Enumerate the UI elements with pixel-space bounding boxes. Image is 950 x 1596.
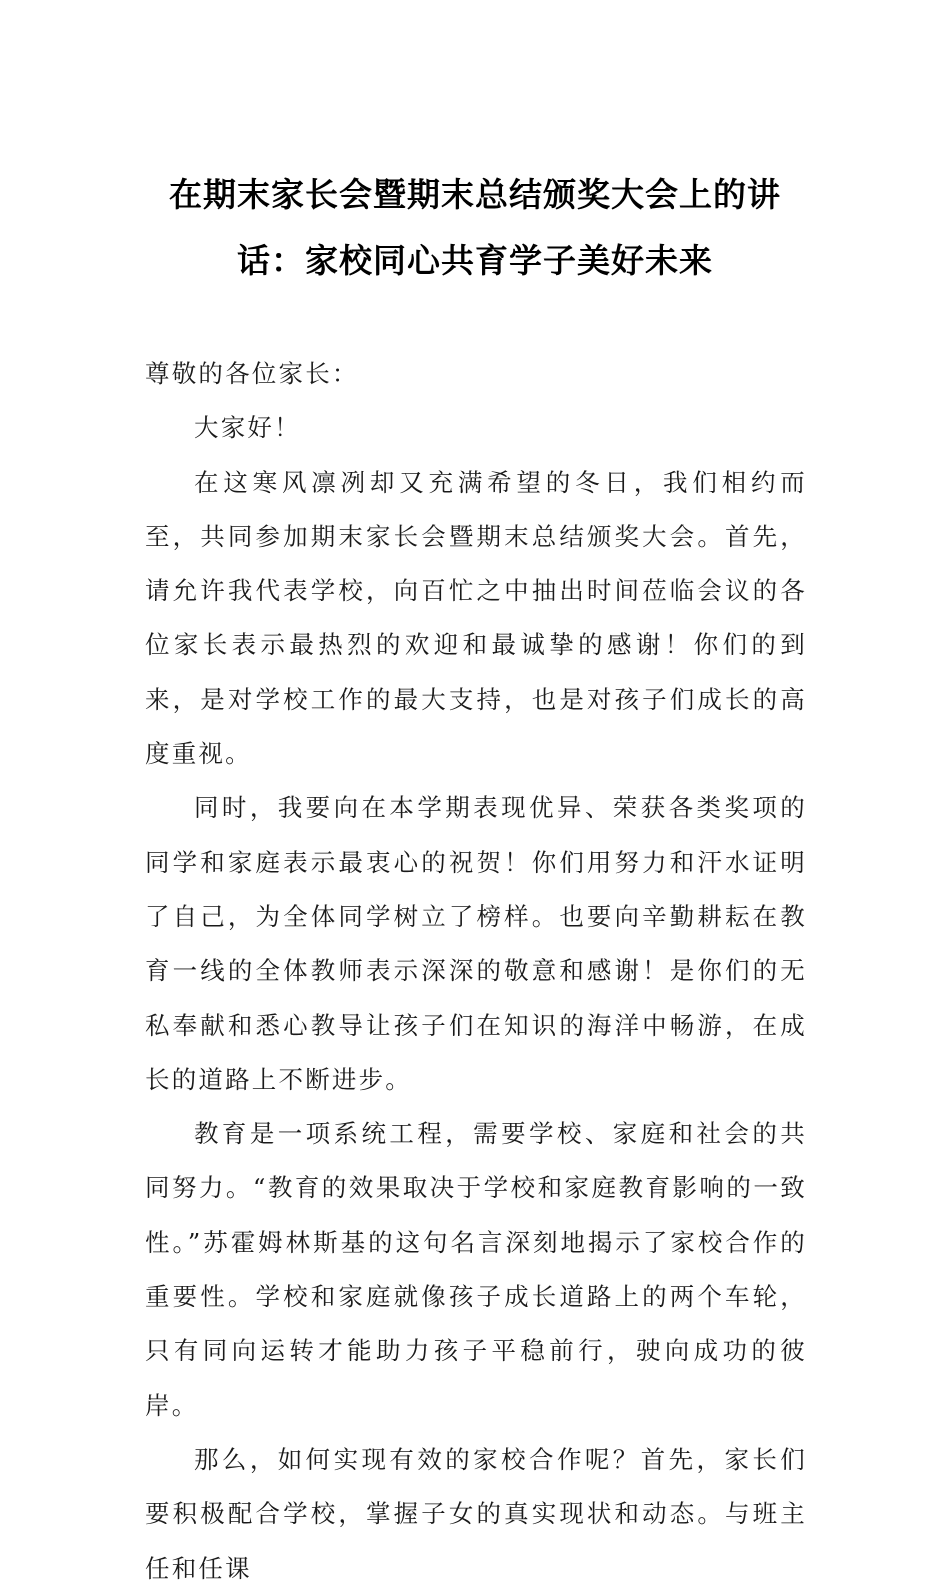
- document-title: [145, 162, 805, 294]
- title-line-2: 话：家校同心共育学子美好未来: [237, 241, 713, 280]
- title-line-1: 在期末家长会暨期末总结颁奖大会上的讲: [169, 175, 781, 214]
- paragraph-home-school-cooperation: 教育是一项系统工程，需要学校、家庭和社会的共同努力。“教育的效果取决于学校和家庭教育影响的一致性。”苏霍姆林斯基的这句名言深刻地揭示了家校合作的重要性。学校和家庭就像孩子成长道路上的两个车轮，只有同向运转才能助力孩子平稳前行，驶向成功的彼岸。: [145, 1119, 807, 1420]
- paragraph-how-to-cooperate: 那么，如何实现有效的家校合作呢？首先，家长们要积极配合学校，掌握子女的真实现状和动态。与班主任和任课: [145, 1444, 807, 1583]
- paragraph-congratulations: 同时，我要向在本学期表现优异、荣获各类奖项的同学和家庭表示最衷心的祝贺！你们用努力和汗水证明了自己，为全体同学树立了榜样。也要向辛勤耕耘在教育一线的全体教师表示深深的敬意和感谢！是你们的无私奉献和悉心教导让孩子们在知识的海洋中畅游，在成长的道路上不断进步。: [145, 793, 807, 1094]
- salutation: 尊敬的各位家长：: [145, 359, 359, 388]
- document-body: [145, 347, 807, 1596]
- paragraph-welcome: 在这寒风凛冽却又充满希望的冬日，我们相约而至，共同参加期末家长会暨期末总结颁奖大会。首先，请允许我代表学校，向百忙之中抽出时间莅临会议的各位家长表示最热烈的欢迎和最诚挚的感谢！你们的到来，是对学校工作的最大支持，也是对孩子们成长的高度重视。: [145, 467, 807, 769]
- paragraph-greeting: 大家好！: [194, 413, 301, 443]
